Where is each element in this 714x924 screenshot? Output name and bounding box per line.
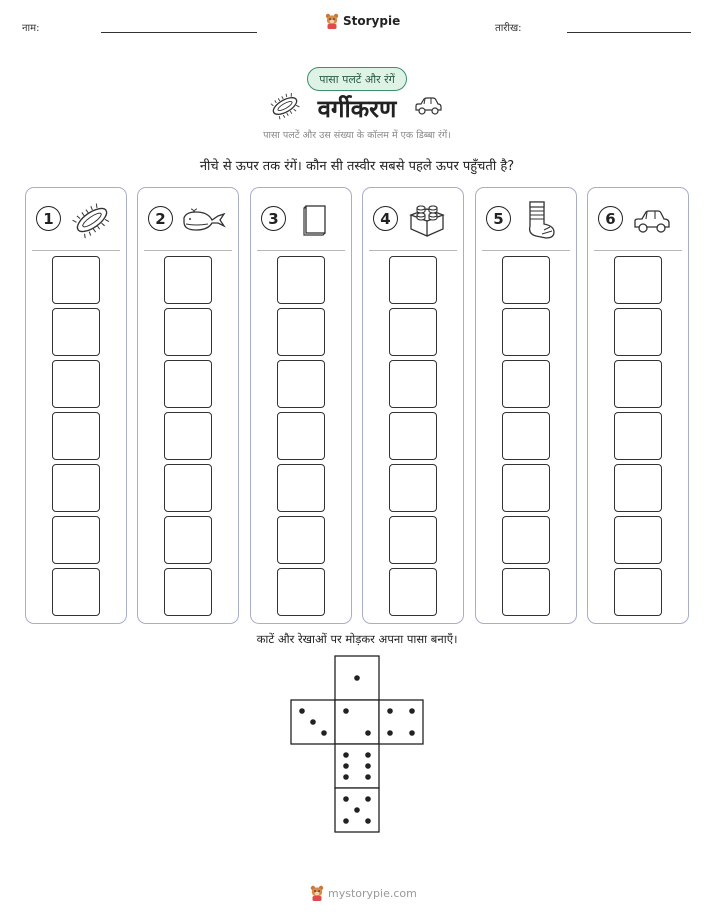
bear-mascot-icon bbox=[310, 885, 324, 901]
die-pip bbox=[387, 708, 393, 714]
column-number: 3 bbox=[261, 206, 286, 231]
instruction: नीचे से ऊपर तक रंगें। कौन सी तस्वीर सबसे पहले ऊपर पहुँचती है? bbox=[199, 159, 515, 174]
column-number: 2 bbox=[148, 206, 173, 231]
die-face-2 bbox=[335, 700, 379, 744]
die-pip bbox=[354, 675, 360, 681]
die-face-4 bbox=[379, 700, 423, 744]
die-pip bbox=[343, 818, 349, 824]
footer-url[interactable]: mystorypie.com bbox=[328, 886, 417, 900]
die-pip bbox=[365, 763, 371, 769]
column-number: 4 bbox=[373, 206, 398, 231]
die-pip bbox=[343, 774, 349, 780]
die-pip bbox=[321, 730, 327, 736]
worksheet-title: वर्गीकरण bbox=[317, 95, 397, 123]
activity-type-badge: पासा पलटें और रंगें bbox=[307, 67, 407, 91]
die-pip bbox=[343, 708, 349, 714]
die-pip bbox=[365, 752, 371, 758]
die-pip bbox=[409, 730, 415, 736]
die-pip bbox=[365, 796, 371, 802]
column-number: 6 bbox=[598, 206, 623, 231]
die-pip bbox=[365, 730, 371, 736]
die-pip bbox=[343, 796, 349, 802]
die-pip bbox=[354, 807, 360, 813]
die-face-6 bbox=[335, 744, 379, 788]
die-pip bbox=[365, 818, 371, 824]
die-pip bbox=[343, 752, 349, 758]
column-number: 5 bbox=[486, 206, 511, 231]
die-pip bbox=[365, 774, 371, 780]
footer-brand bbox=[310, 885, 417, 901]
die-pip bbox=[310, 719, 316, 725]
date-label: तारीख: bbox=[495, 23, 522, 34]
subtitle: पासा पलटें और उस संख्या के कॉलम में एक डिब्बा रंगें। bbox=[263, 130, 451, 141]
name-label: नाम: bbox=[22, 23, 40, 34]
die-instruction: काटें और रेखाओं पर मोड़कर अपना पासा बनाएँ। bbox=[256, 632, 458, 646]
die-pip bbox=[343, 763, 349, 769]
die-pip bbox=[409, 708, 415, 714]
column-number: 1 bbox=[36, 206, 61, 231]
die-pip bbox=[387, 730, 393, 736]
brand-name: Storypie bbox=[343, 14, 401, 28]
die-pip bbox=[299, 708, 305, 714]
